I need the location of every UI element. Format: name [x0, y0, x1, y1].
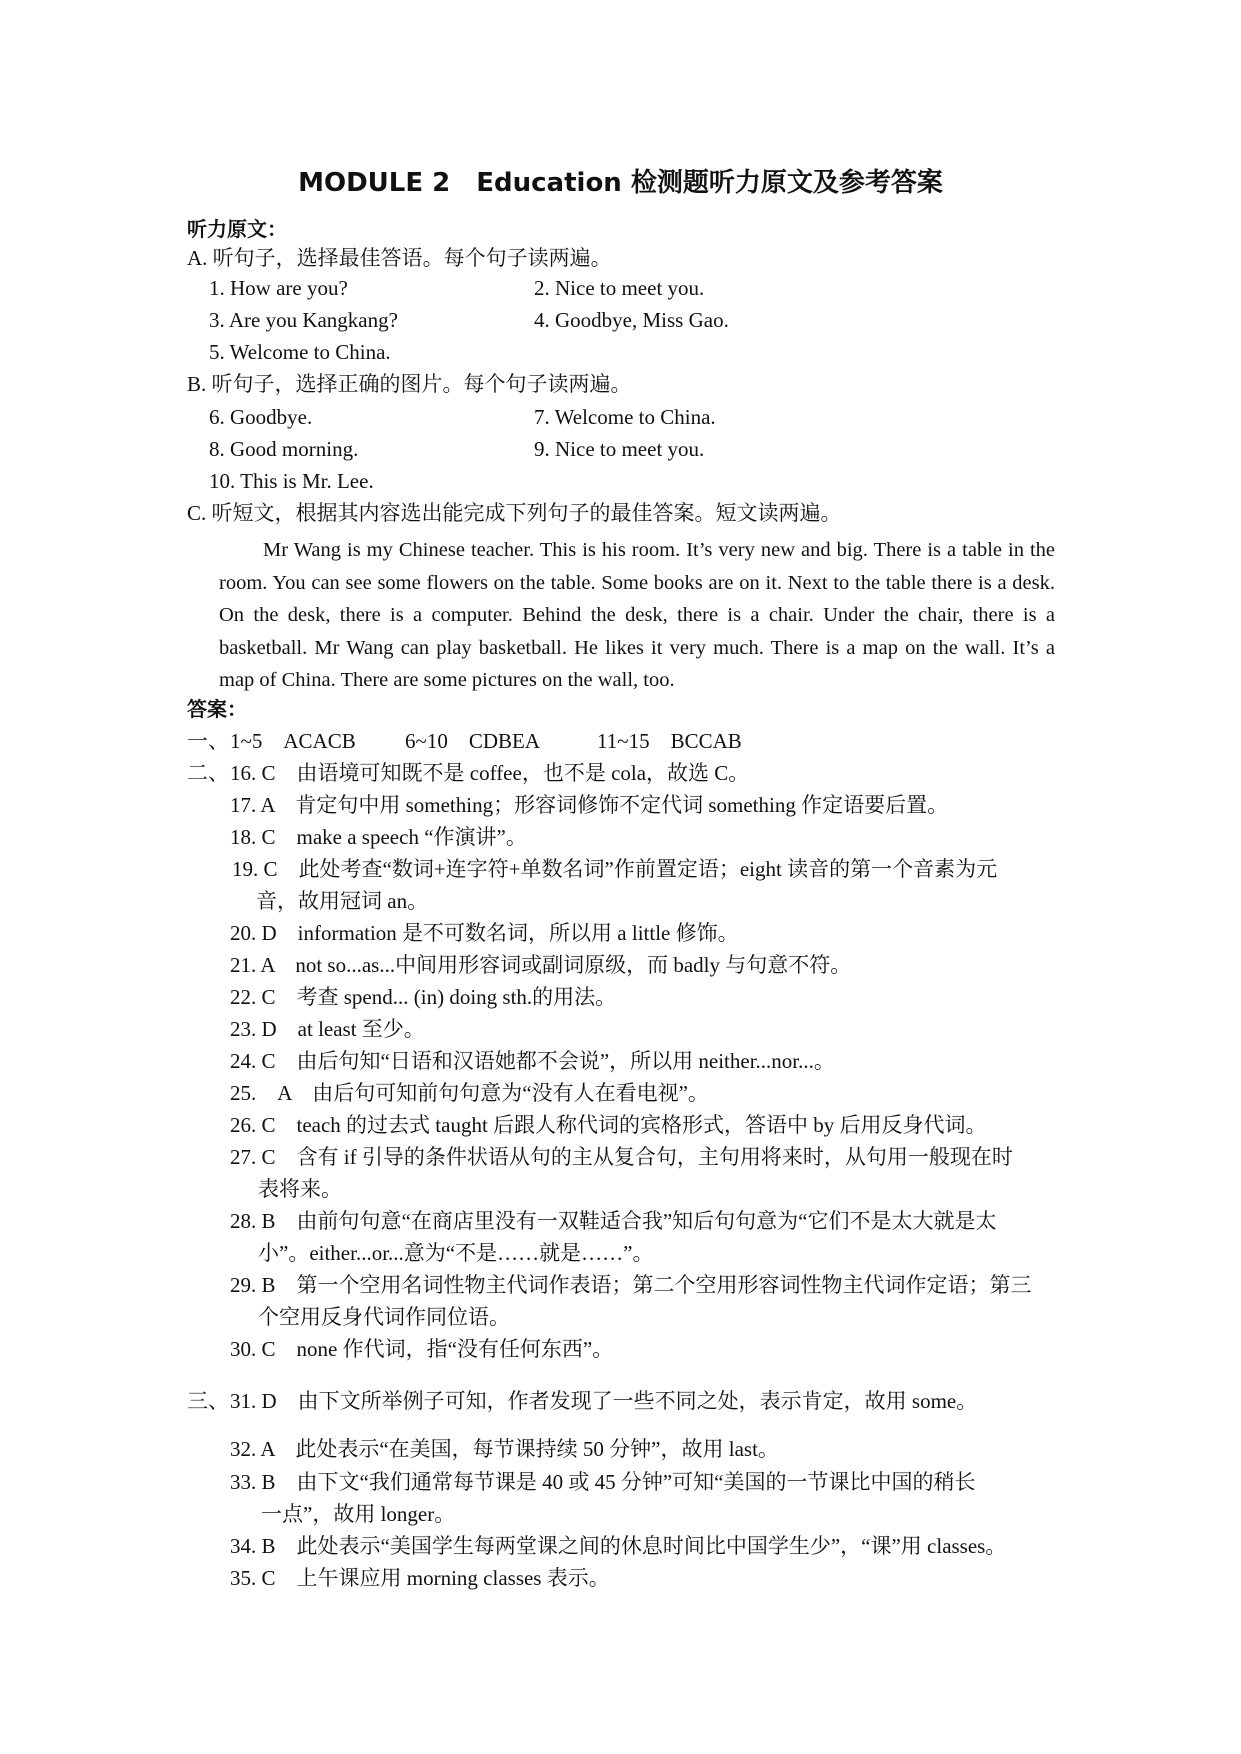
part-3-prefix: 三、 [187, 1389, 229, 1413]
answer-item: 28. B 由前句句意“在商店里没有一双鞋适合我”知后句句意为“它们不是太大就是太 [230, 1209, 997, 1233]
passage-text: Mr Wang is my Chinese teacher. This is his room. It’s very new and big. There is a table in the room. You can see some flowers on the table. Some books are on it. Next to the table there is a desk. On the desk, there is a computer. Behind the desk, there is a chair. Under the chair, there is a basketball. Mr Wang can play basketball. He likes it very much. There is a map on the wall. It’s a map of China. There are some pictures on the wall, too. [219, 539, 1055, 692]
answer-item-continued: 一点”，故用 longer。 [261, 1502, 456, 1526]
answer-item: 19. C 此处考查“数词+连字符+单数名词”作前置定语；eight 读音的第一个音素为元 [232, 857, 998, 881]
answer-item: 18. C make a speech “作演讲”。 [230, 825, 527, 849]
answer-item: 23. D at least 至少。 [230, 1017, 425, 1041]
answer-item: 33. B 由下文“我们通常每节课是 40 或 45 分钟”可知“美国的一节课比中国的稍长 [230, 1470, 976, 1494]
list-item: 2. Nice to meet you. [534, 276, 705, 300]
answer-item: 29. B 第一个空用名词性物主代词作表语；第二个空用形容词性物主代词作定语；第三 [230, 1273, 1032, 1297]
list-item: 6. Goodbye. [209, 405, 313, 429]
answer-item-continued: 表将来。 [258, 1177, 342, 1201]
list-item: 5. Welcome to China. [209, 340, 391, 364]
answer-group: 6~10 CDBEA [405, 729, 541, 753]
page-title: MODULE 2 Education 检测题听力原文及参考答案 [298, 168, 943, 198]
answer-item: 17. A 肯定句中用 something；形容词修饰不定代词 something 作定语要后置。 [230, 793, 949, 817]
list-item: 4. Goodbye, Miss Gao. [534, 308, 729, 332]
answer-group: 1~5 ACACB [230, 729, 356, 753]
part-2-prefix: 二、 [187, 761, 229, 785]
list-item: 3. Are you Kangkang? [209, 308, 398, 332]
list-item: 7. Welcome to China. [534, 405, 716, 429]
answer-item-continued: 音，故用冠词 an。 [256, 889, 429, 913]
answer-item-continued: 个空用反身代词作同位语。 [258, 1305, 510, 1329]
answer-item: 21. A not so...as...中间用形容词或副词原级，而 badly 与句意不符。 [230, 953, 852, 977]
listening-heading: 听力原文： [187, 217, 287, 241]
answer-item: 32. A 此处表示“在美国，每节课持续 50 分钟”，故用 last。 [230, 1437, 779, 1461]
section-a-heading: A. 听句子，选择最佳答语。每个句子读两遍。 [187, 246, 612, 270]
answer-group: 11~15 BCCAB [597, 729, 742, 753]
answer-item: 26. C teach 的过去式 taught 后跟人称代词的宾格形式，答语中 by 后用反身代词。 [230, 1113, 987, 1137]
answers-heading: 答案： [187, 697, 247, 721]
answer-item: 34. B 此处表示“美国学生每两堂课之间的休息时间比中国学生少”，“课”用 classes。 [230, 1534, 1007, 1558]
answer-item: 20. D information 是不可数名词，所以用 a little 修饰。 [230, 921, 739, 945]
answer-item: 16. C 由语境可知既不是 coffee，也不是 cola，故选 C。 [230, 761, 750, 785]
section-b-heading: B. 听句子，选择正确的图片。每个句子读两遍。 [187, 372, 632, 396]
answer-item: 35. C 上午课应用 morning classes 表示。 [230, 1566, 610, 1590]
answer-item: 27. C 含有 if 引导的条件状语从句的主从复合句，主句用将来时，从句用一般现在时 [230, 1145, 1013, 1169]
answer-item-continued: 小”。either...or...意为“不是……就是……”。 [258, 1241, 654, 1265]
section-c-heading: C. 听短文，根据其内容选出能完成下列句子的最佳答案。短文读两遍。 [187, 501, 842, 525]
answer-item: 25. A 由后句可知前句句意为“没有人在看电视”。 [230, 1081, 709, 1105]
answer-item: 22. C 考查 spend... (in) doing sth.的用法。 [230, 985, 617, 1009]
list-item: 10. This is Mr. Lee. [209, 469, 374, 493]
list-item: 9. Nice to meet you. [534, 437, 705, 461]
listening-passage [219, 534, 1055, 697]
list-item: 8. Good morning. [209, 437, 359, 461]
answer-item: 30. C none 作代词，指“没有任何东西”。 [230, 1337, 614, 1361]
answer-item: 31. D 由下文所举例子可知，作者发现了一些不同之处，表示肯定，故用 some。 [230, 1389, 978, 1413]
list-item: 1. How are you? [209, 276, 348, 300]
answer-item: 24. C 由后句知“日语和汉语她都不会说”，所以用 neither...nor...。 [230, 1049, 835, 1073]
part-1-prefix: 一、 [187, 729, 229, 753]
